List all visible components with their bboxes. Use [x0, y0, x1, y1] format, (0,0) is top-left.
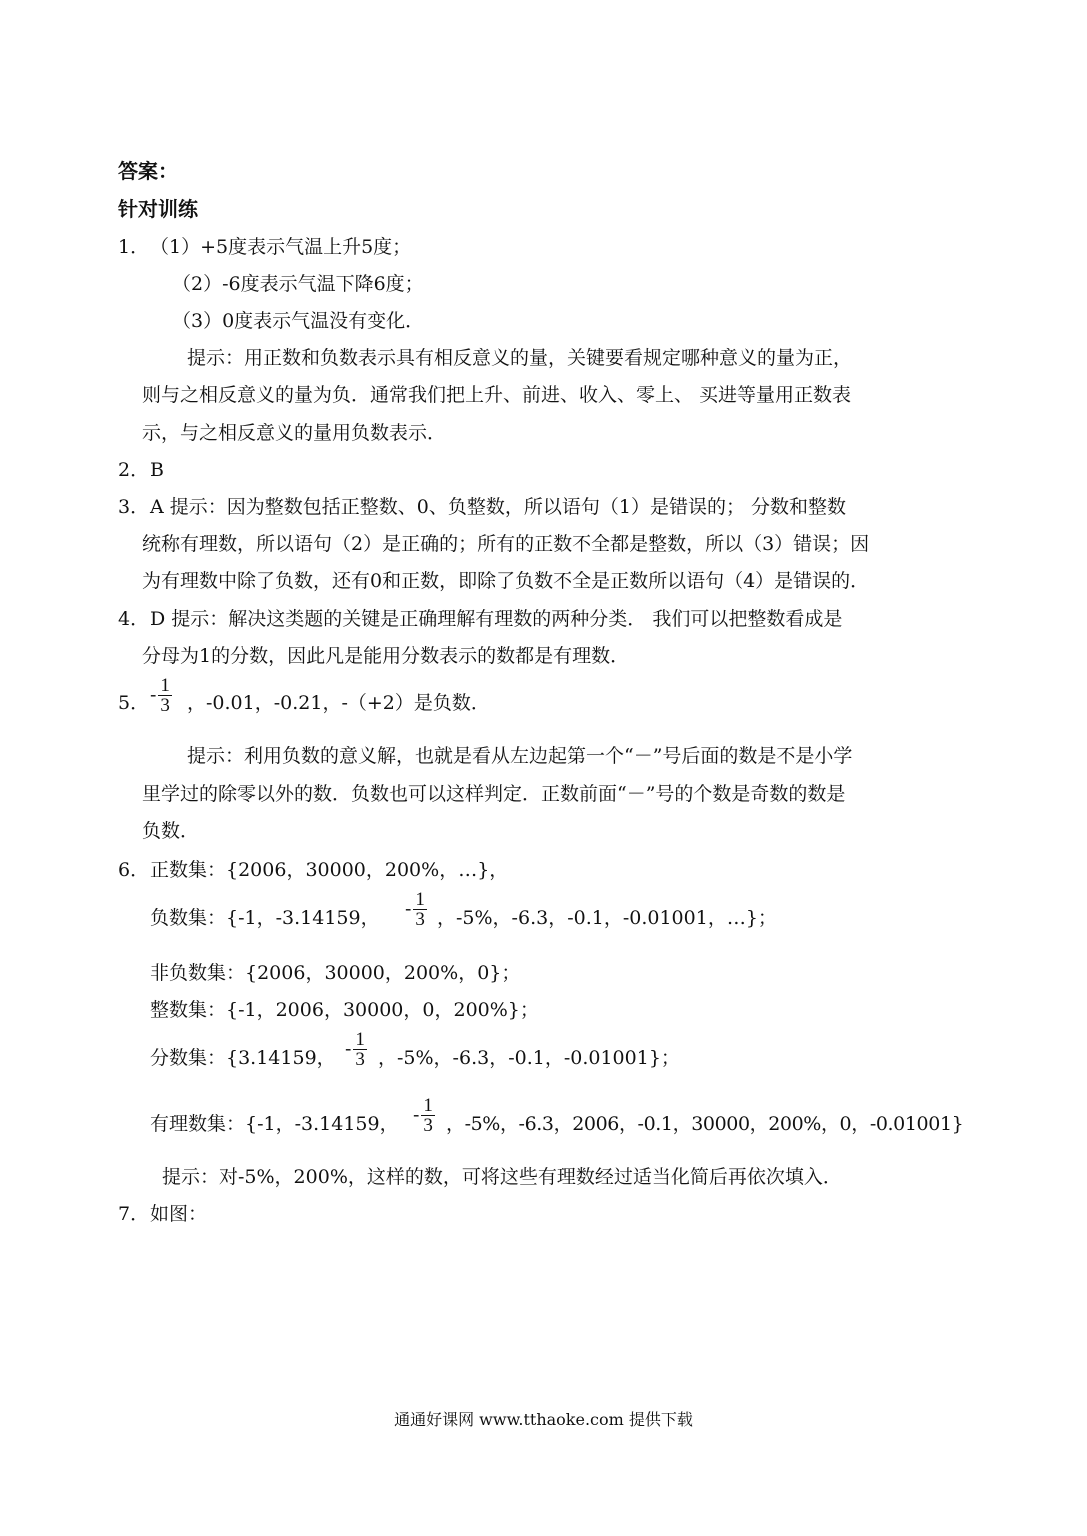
q3-line1: A 提示：因为整数包括正整数、0、负整数，所以语句（1）是错误的； 分数和整数	[150, 496, 846, 518]
q3-number: 3．	[118, 496, 150, 518]
q4-line1: D 提示：解决这类题的关键是正确理解有理数的两种分类． 我们可以把整数看成是	[150, 608, 843, 630]
q7-text: 如图：	[150, 1203, 208, 1225]
q4-line2: 分母为1的分数，因此凡是能用分数表示的数都是有理数．	[142, 645, 630, 667]
q4-number: 4．	[118, 608, 150, 630]
q5-hint-line1: 提示：利用负数的意义解，也就是看从左边起第一个“－”号后面的数是不是小学	[187, 745, 853, 767]
q6-number: 6．	[118, 859, 150, 881]
q5-number: 5．	[118, 692, 150, 714]
fraction-set-fraction: - $\frac{1}{3}$	[345, 1029, 365, 1070]
rational-set-suffix: ，-5%，-6.3，2006，-0.1，30000，200%，0，-0.01001}	[446, 1113, 964, 1135]
page-footer: 通通好课网 www.tthaoke.com 提供下载	[394, 1410, 693, 1429]
q1-line2: （2）-6度表示气温下降6度；	[172, 273, 424, 295]
negative-set-suffix: ，-5%，-6.3，-0.1，-0.01001，…}；	[437, 907, 777, 929]
negative-set-prefix: 负数集：{-1，-3.14159，	[150, 907, 380, 929]
q5-hint-line3: 负数．	[142, 820, 200, 842]
positive-set: 正数集：{2006，30000，200%，…}，	[150, 859, 509, 881]
fraction-sign: -	[150, 684, 157, 706]
q3-line2: 统称有理数，所以语句（2）是正确的；所有的正数不全都是整数，所以（3）错误；因	[142, 533, 870, 555]
q5-hint-line2: 里学过的除零以外的数．负数也可以这样判定．正数前面“－”号的个数是奇数的数是	[142, 783, 846, 805]
q1-line1: （1）+5度表示气温上升5度；	[150, 236, 412, 258]
integer-set: 整数集：{-1，2006，30000，0，200%}；	[150, 999, 539, 1021]
negative-set-fraction: - $\frac{1}{3}$	[405, 889, 425, 930]
q5-fraction	[150, 676, 174, 715]
training-heading: 针对训练	[118, 197, 198, 221]
q1-hint-line1: 提示：用正数和负数表示具有相反意义的量，关键要看规定哪种意义的量为正，	[187, 347, 853, 369]
q2-number: 2．	[118, 459, 150, 481]
rational-set-fraction: - $\frac{1}{3}$	[413, 1095, 433, 1136]
fraction-set-prefix: 分数集：{3.14159，	[150, 1047, 336, 1069]
q6-hint: 提示：对-5%，200%，这样的数，可将这些有理数经过适当化简后再依次填入．	[162, 1166, 842, 1188]
q2-answer: B	[150, 459, 164, 481]
fraction-set-suffix: ，-5%，-6.3，-0.1，-0.01001}；	[378, 1047, 680, 1069]
q7-number: 7．	[118, 1203, 150, 1225]
q1-line3: （3）0度表示气温没有变化．	[172, 310, 425, 332]
q1-number: 1．	[118, 236, 150, 258]
rational-set-prefix: 有理数集：{-1，-3.14159，	[150, 1113, 399, 1135]
answer-heading: 答案：	[118, 159, 178, 183]
q1-hint-line2: 则与之相反意义的量为负．通常我们把上升、前进、收入、零上、 买进等量用正数表	[142, 384, 852, 406]
q3-line3: 为有理数中除了负数，还有0和正数，即除了负数不全是正数所以语句（4）是错误的．	[142, 570, 870, 592]
fraction-numerator: 1	[160, 675, 170, 696]
q1-hint-line3: 示，与之相反意义的量用负数表示．	[142, 422, 447, 444]
q5-rest: ，-0.01，-0.21，-（+2）是负数．	[187, 692, 490, 714]
fraction-denominator: 3	[160, 695, 170, 716]
nonnegative-set: 非负数集：{2006，30000，200%，0}；	[150, 962, 521, 984]
